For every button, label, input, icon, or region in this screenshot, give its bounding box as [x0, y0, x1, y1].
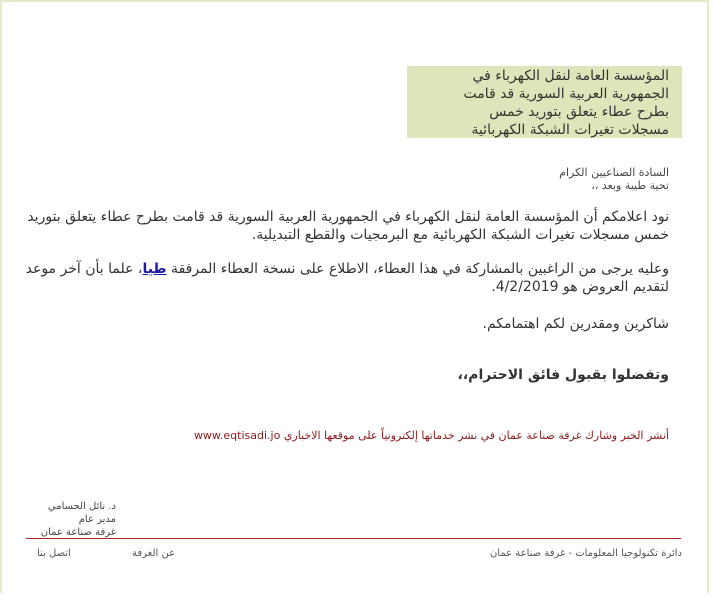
- subject-box: [407, 66, 682, 138]
- subject-line-4: مسجلات تغيرات الشبكة الكهربائية: [471, 122, 669, 138]
- signature-organization: غرفة صناعة عمان: [40, 527, 116, 538]
- body-paragraph-1: نود اعلامكم أن المؤسسة العامة لنقل الكهرباء في الجمهورية العربية السورية قد قامت بطرح عطاء يتعلق بتوريد خمس مسجلات تغيرات الشبكة الكهربائية مع البرمجيات والقطع التبديلية.: [27, 209, 669, 243]
- salutation-greeting: تحية طيبة وبعد ،،: [591, 179, 669, 192]
- closing-line: وتفضلوا بقبول فائق الاحترام،،: [457, 367, 669, 383]
- share-notice: [100, 429, 669, 443]
- salutation: [330, 166, 669, 192]
- subject-line-2: الجمهورية العربية السورية قد قامت: [463, 86, 669, 102]
- footer-about-link[interactable]: عن الغرفة: [132, 548, 176, 559]
- news-site-link[interactable]: www.eqtisadi.jo: [193, 429, 281, 442]
- subject-line-1: المؤسسة العامة لنقل الكهرباء في: [472, 68, 669, 84]
- footer-department: دائرة تكنولوجيا المعلومات - غرفة صناعة عمان: [489, 548, 682, 559]
- footer-divider: [26, 538, 681, 539]
- signature-block: [15, 500, 116, 539]
- signature-title: مدير عام: [78, 514, 116, 525]
- salutation-addressee: السادة الصناعيين الكرام: [559, 166, 669, 179]
- footer-contact-link[interactable]: اتصل بنا: [37, 548, 71, 559]
- signature-name: د. نائل الحسامي: [47, 501, 116, 512]
- body-paragraph-3: شاكرين ومقدرين لكم اهتمامكم.: [482, 316, 669, 332]
- body-paragraph-2: [18, 260, 669, 296]
- share-text: أنشر الخبر وشارك غرفة صناعة عمان في نشر خدماتها إلكترونياً على موقعها الاخباري: [283, 429, 669, 442]
- paragraph-2-text-before: وعليه يرجى من الراغبين بالمشاركة في هذا العطاء، الاطلاع على نسخة العطاء المرفقة: [166, 261, 669, 277]
- attachment-link[interactable]: طيا: [142, 261, 167, 277]
- subject-line-3: بطرح عطاء يتعلق بتوريد خمس: [489, 104, 669, 120]
- paragraph-2-text-after: ، علما بأن آخر موعد لتقديم العروض هو 4/2/2019.: [25, 261, 669, 295]
